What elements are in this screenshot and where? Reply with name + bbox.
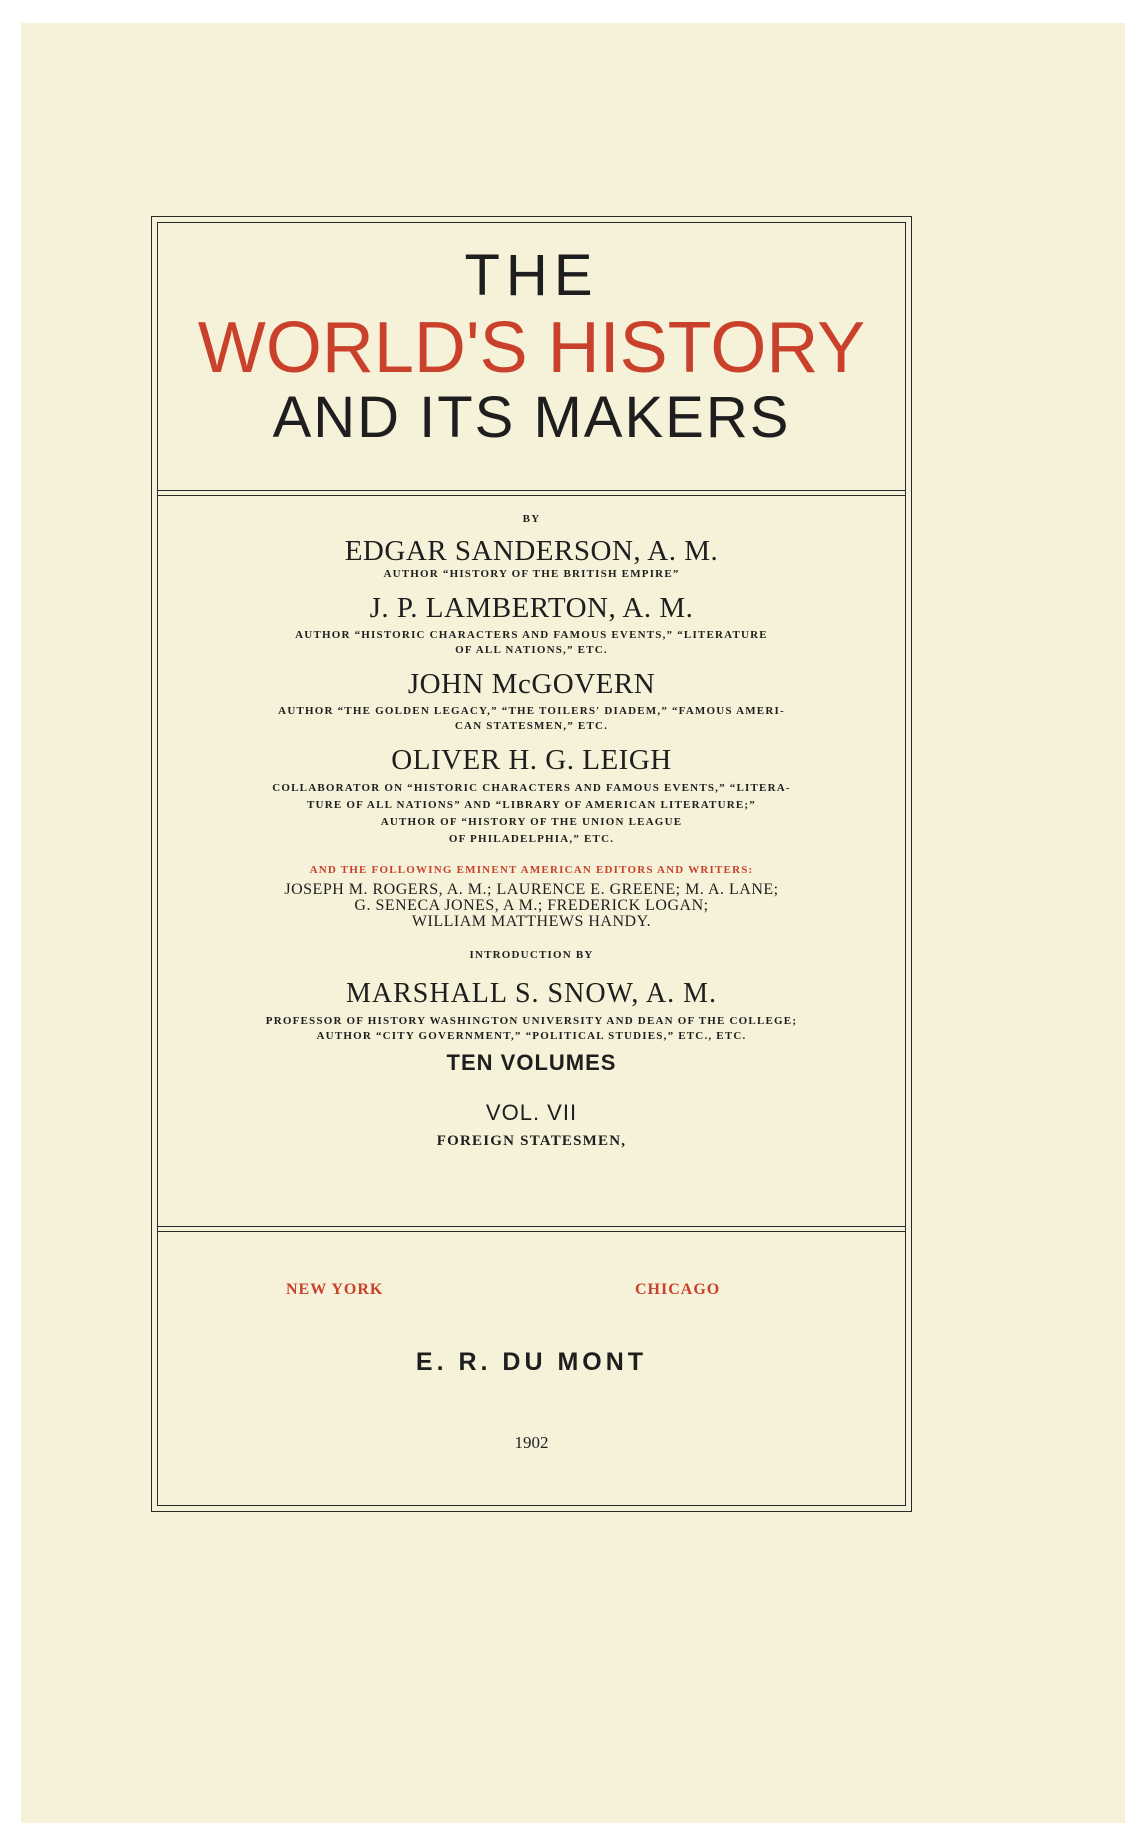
author-name: EDGAR SANDERSON, A. M. bbox=[344, 535, 719, 567]
title-and-its-makers: AND ITS MAKERS bbox=[272, 385, 791, 450]
volume-subject: FOREIGN STATESMEN, bbox=[436, 1133, 627, 1149]
divider bbox=[158, 1226, 905, 1232]
imprint-cities bbox=[158, 1281, 905, 1311]
title-worlds-history: WORLD'S HISTORY bbox=[197, 308, 866, 388]
author-name: J. P. LAMBERTON, A. M. bbox=[369, 592, 694, 624]
editors-heading: AND THE FOLLOWING EMINENT AMERICAN EDITORS AND WRITERS: bbox=[309, 864, 754, 876]
author-credit: TURE OF ALL NATIONS” AND “LIBRARY OF AMERICAN LITERATURE;” bbox=[307, 799, 756, 811]
author-credit: OF PHILADELPHIA,” ETC. bbox=[448, 833, 615, 845]
volumes-label: TEN VOLUMES bbox=[446, 1050, 617, 1075]
publisher: E. R. DU MONT bbox=[415, 1348, 648, 1376]
introducer-credit: AUTHOR “CITY GOVERNMENT,” “POLITICAL STUDIES,” ETC., ETC. bbox=[316, 1030, 747, 1042]
title-the: THE bbox=[464, 243, 599, 308]
author-credit: OF ALL NATIONS,” ETC. bbox=[455, 644, 608, 656]
author-credit: AUTHOR OF “HISTORY OF THE UNION LEAGUE bbox=[380, 816, 683, 828]
author-credit: AUTHOR “THE GOLDEN LEGACY,” “THE TOILERS' DIADEM,” “FAMOUS AMERI- bbox=[278, 705, 785, 717]
authors-block bbox=[158, 513, 905, 1150]
author-name: OLIVER H. G. LEIGH bbox=[391, 744, 672, 776]
title-block bbox=[158, 245, 905, 449]
introducer-name: MARSHALL S. SNOW, A. M. bbox=[346, 978, 717, 1009]
city-new-york: NEW YORK bbox=[286, 1281, 384, 1298]
inner-frame bbox=[157, 222, 906, 1506]
by-label: BY bbox=[522, 513, 541, 525]
introduction-label: INTRODUCTION BY bbox=[469, 949, 594, 961]
editors-line: WILLIAM MATTHEWS HANDY. bbox=[411, 913, 652, 930]
author-credit: AUTHOR “HISTORY OF THE BRITISH EMPIRE” bbox=[383, 568, 680, 580]
author-credit: COLLABORATOR ON “HISTORIC CHARACTERS AND FAMOUS EVENTS,” “LITERA- bbox=[272, 782, 791, 794]
title-page bbox=[21, 23, 1125, 1823]
editors-line: G. SENECA JONES, A M.; FREDERICK LOGAN; bbox=[354, 897, 709, 914]
divider bbox=[158, 490, 905, 496]
author-name: JOHN McGOVERN bbox=[407, 668, 656, 700]
introducer-credit: PROFESSOR OF HISTORY WASHINGTON UNIVERSITY AND DEAN OF THE COLLEGE; bbox=[265, 1015, 798, 1027]
outer-frame bbox=[151, 216, 912, 1512]
volume-number: VOL. VII bbox=[485, 1100, 578, 1125]
publication-year: 1902 bbox=[514, 1433, 549, 1452]
author-credit: AUTHOR “HISTORIC CHARACTERS AND FAMOUS EVENTS,” “LITERATURE bbox=[295, 629, 768, 641]
city-chicago: CHICAGO bbox=[635, 1281, 721, 1298]
author-credit: CAN STATESMEN,” ETC. bbox=[454, 720, 609, 732]
editors-line: JOSEPH M. ROGERS, A. M.; LAURENCE E. GREENE; M. A. LANE; bbox=[284, 881, 779, 898]
